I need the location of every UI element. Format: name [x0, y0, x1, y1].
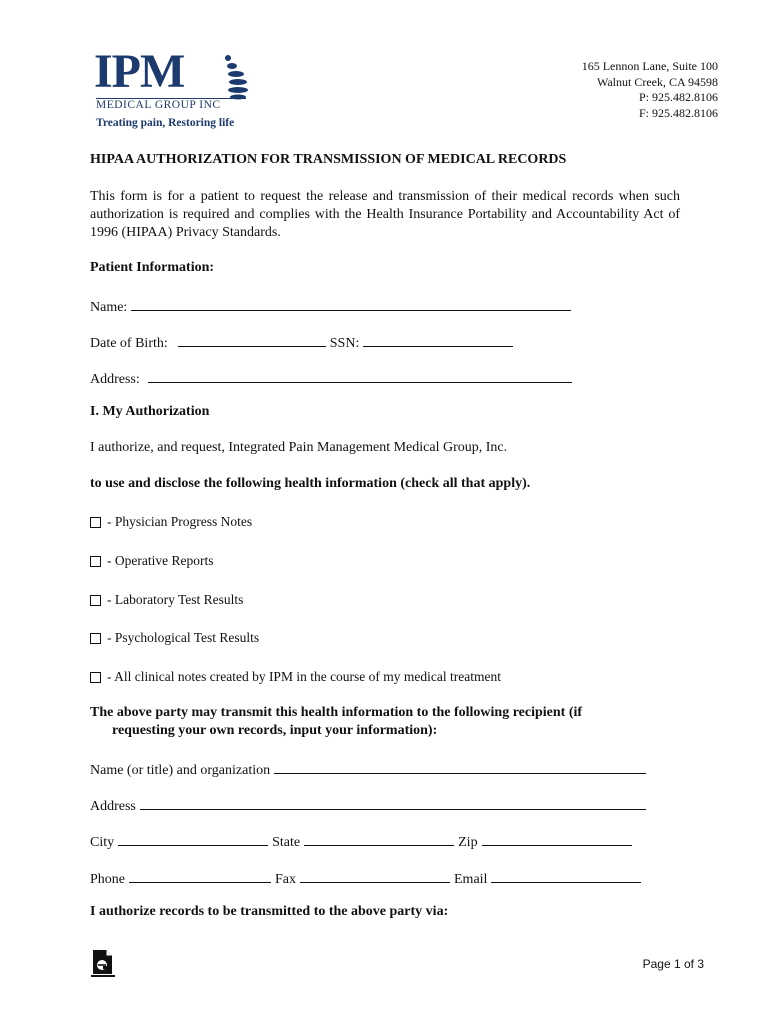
recipient-name-field[interactable] — [274, 759, 646, 774]
email-field[interactable] — [491, 868, 641, 883]
use-disclose-heading: to use and disclose the following health information (check all that apply). — [90, 476, 531, 491]
state-label: State — [272, 835, 301, 850]
checkbox[interactable] — [90, 595, 101, 606]
recipient-address-label: Address — [90, 799, 136, 814]
recipient-line-1: The above party may transmit this health information to the following recipient (if — [90, 705, 583, 720]
recipient-phone-row — [90, 868, 641, 888]
logo-wordmark: IPM — [94, 45, 185, 98]
page-title: HIPAA AUTHORIZATION FOR TRANSMISSION OF MEDICAL RECORDS — [90, 152, 567, 167]
fax-field[interactable] — [300, 868, 450, 883]
option-label: - Psychological Test Results — [107, 630, 260, 645]
checkbox[interactable] — [90, 633, 101, 644]
checkbox[interactable] — [90, 517, 101, 528]
state-field[interactable] — [304, 831, 454, 846]
patient-address-label: Address: — [90, 372, 140, 387]
patient-address-row — [90, 368, 572, 388]
patient-address-field[interactable] — [148, 368, 572, 383]
authorization-statement: I authorize, and request, Integrated Pain Management Medical Group, Inc. — [90, 440, 508, 455]
patient-info-heading: Patient Information: — [90, 260, 215, 275]
address-phone: P: 925.482.8106 — [638, 90, 718, 104]
option-label: - Operative Reports — [107, 553, 214, 568]
city-label: City — [90, 835, 115, 850]
option-all-clinical-notes[interactable] — [90, 669, 501, 685]
recipient-city-row — [90, 831, 632, 851]
option-psych-results[interactable] — [90, 630, 259, 646]
recipient-address-row — [90, 795, 646, 815]
intro-paragraph: This form is for a patient to request the release and transmission of their medical records when such authorization is required and complies with the Health Insurance Portability and Accountability Act of 1996 (HIPAA) Privacy Standards. — [90, 189, 680, 240]
phone-field[interactable] — [129, 868, 271, 883]
phone-label: Phone — [90, 872, 125, 887]
option-lab-results[interactable] — [90, 592, 243, 608]
recipient-address-field[interactable] — [140, 795, 646, 810]
address-city: Walnut Creek, CA 94598 — [596, 74, 718, 89]
city-field[interactable] — [118, 831, 268, 846]
dob-label: Date of Birth: — [90, 336, 168, 351]
recipient-line-2: requesting your own records, input your information): — [112, 723, 438, 738]
patient-dob-row — [90, 332, 513, 352]
transmit-heading: I authorize records to be transmitted to the above party via: — [90, 904, 449, 919]
option-operative-reports[interactable] — [90, 553, 213, 569]
ssn-field[interactable] — [363, 332, 513, 347]
email-label: Email — [454, 872, 488, 887]
patient-name-label: Name: — [90, 300, 128, 315]
option-label: - Physician Progress Notes — [107, 514, 253, 529]
patient-name-field[interactable] — [131, 296, 571, 311]
recipient-name-label: Name (or title) and organization — [90, 763, 271, 778]
logo-dots-icon — [218, 54, 254, 100]
option-progress-notes[interactable] — [90, 514, 252, 530]
zip-field[interactable] — [482, 831, 632, 846]
address-street: 165 Lennon Lane, Suite 100 — [581, 59, 718, 73]
checkbox[interactable] — [90, 672, 101, 683]
fax-label: Fax — [275, 872, 296, 887]
authorization-heading: I. My Authorization — [90, 404, 210, 419]
eforms-document-icon — [91, 948, 115, 978]
patient-name-row — [90, 296, 571, 316]
dob-field[interactable] — [178, 332, 326, 347]
zip-label: Zip — [458, 835, 478, 850]
ssn-label: SSN: — [329, 336, 360, 351]
ipm-logo — [94, 45, 254, 134]
checkbox[interactable] — [90, 556, 101, 567]
logo-group-name: MEDICAL GROUP INC — [96, 99, 221, 111]
address-fax: F: 925.482.8106 — [638, 105, 718, 120]
recipient-name-row — [90, 759, 646, 779]
option-label: - Laboratory Test Results — [107, 592, 244, 607]
recipient-instructions — [90, 704, 682, 740]
page-number: Page 1 of 3 — [642, 957, 704, 971]
option-label: - All clinical notes created by IPM in the course of my medical treatment — [107, 669, 501, 684]
contact-address — [582, 59, 718, 121]
logo-tagline: Treating pain, Restoring life — [96, 117, 235, 129]
